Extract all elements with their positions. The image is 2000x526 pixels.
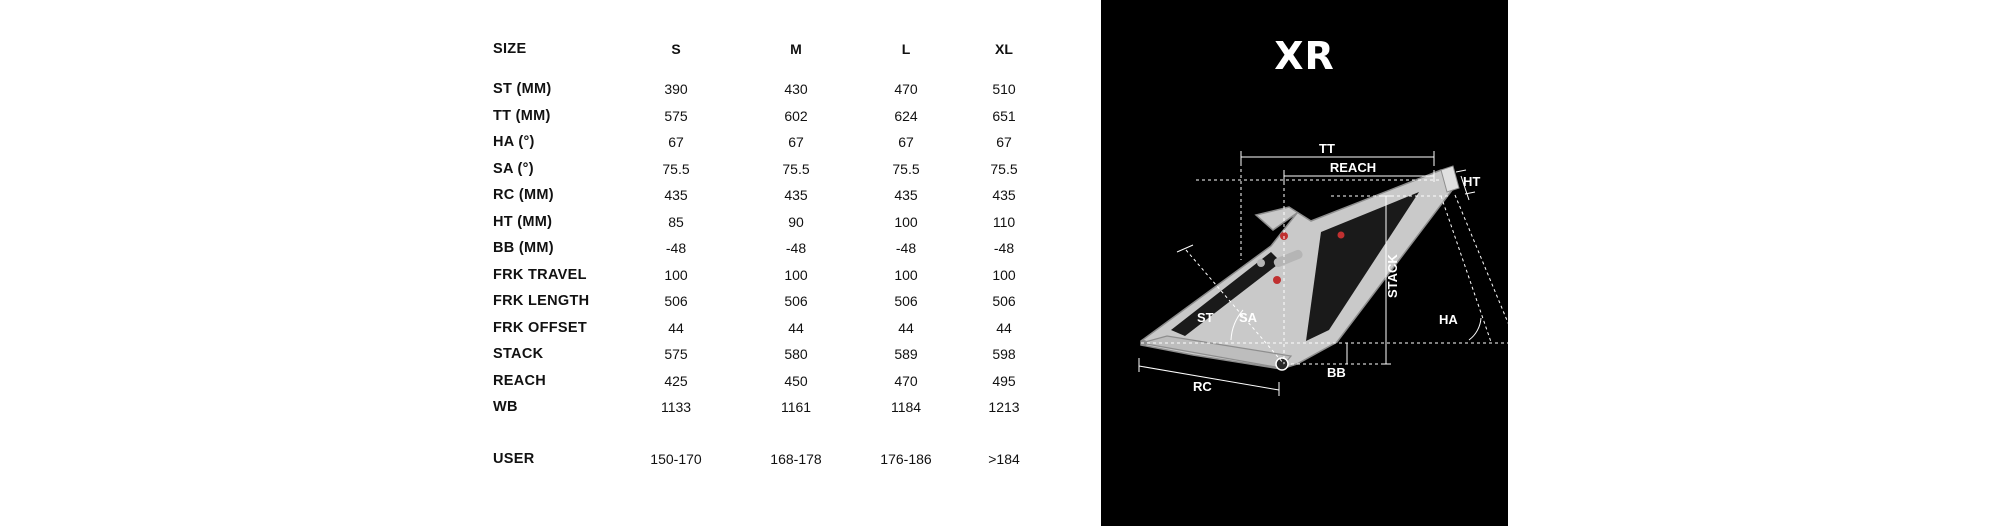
table-row xyxy=(0,368,1100,394)
tt-label: TT xyxy=(1319,141,1335,156)
header-row xyxy=(0,36,1100,62)
cell-value: 75.5 xyxy=(662,160,690,177)
table-row xyxy=(0,288,1100,314)
cell-value: 1161 xyxy=(780,399,812,415)
table-row xyxy=(0,262,1100,288)
table-row xyxy=(0,209,1100,235)
cell-value: 651 xyxy=(992,107,1016,124)
user-row xyxy=(0,446,1100,472)
cell-value: 450 xyxy=(784,372,808,389)
table-row xyxy=(0,103,1100,129)
cell-value: 390 xyxy=(664,81,688,97)
rc-label: RC xyxy=(1193,379,1212,394)
cell-value: 470 xyxy=(894,372,918,389)
cell-value: 506 xyxy=(664,293,688,309)
sa-label: SA xyxy=(1239,310,1258,325)
cell-value: 44 xyxy=(996,319,1012,336)
row-label: WB xyxy=(493,399,518,415)
cell-value: -48 xyxy=(665,240,687,256)
cell-value: 100 xyxy=(664,266,688,283)
bike-frame xyxy=(1141,166,1459,370)
table-row xyxy=(0,315,1100,341)
user-range-s: 150-170 xyxy=(650,451,702,467)
row-label: ST (MM) xyxy=(493,81,552,97)
cell-value: 1213 xyxy=(988,399,1020,415)
cell-value: 435 xyxy=(992,187,1016,203)
cell-value: 75.5 xyxy=(782,160,810,177)
size-l-header: L xyxy=(901,41,911,57)
user-range-l: 176-186 xyxy=(880,451,932,467)
cell-value: 1184 xyxy=(890,399,922,415)
cell-value: 67 xyxy=(996,134,1012,150)
stack-label: STACK xyxy=(1385,254,1400,298)
cell-value: 495 xyxy=(992,372,1016,389)
bb-label: BB xyxy=(1327,365,1346,380)
cell-value: 425 xyxy=(664,372,688,389)
cell-value: 1133 xyxy=(660,399,692,415)
size-m-header: M xyxy=(790,41,802,57)
cell-value: 100 xyxy=(894,213,918,230)
cell-value: 602 xyxy=(784,107,808,124)
row-label: FRK TRAVEL xyxy=(493,266,587,283)
row-label: FRK OFFSET xyxy=(493,319,588,336)
cell-value: 110 xyxy=(992,213,1016,230)
geometry-panel xyxy=(1101,0,1508,526)
cell-value: 598 xyxy=(992,346,1016,362)
cell-value: 624 xyxy=(894,107,918,124)
st-label: ST xyxy=(1197,310,1214,325)
model-name: XR xyxy=(1274,34,1335,78)
cell-value: 435 xyxy=(784,187,808,203)
cell-value: 510 xyxy=(992,81,1016,97)
cell-value: 44 xyxy=(668,319,684,336)
row-label: RC (MM) xyxy=(493,187,554,203)
cell-value: 470 xyxy=(894,81,918,97)
cell-value: -48 xyxy=(785,240,807,256)
cell-value: 67 xyxy=(898,134,914,150)
table-row xyxy=(0,182,1100,208)
size-header: SIZE xyxy=(493,41,527,57)
cell-value: 67 xyxy=(788,134,804,150)
user-range-m: 168-178 xyxy=(770,451,822,467)
frame-geometry-diagram xyxy=(1101,0,1508,526)
row-label: TT (MM) xyxy=(493,107,551,124)
cell-value: 580 xyxy=(784,346,808,362)
cell-value: 100 xyxy=(784,266,808,283)
cell-value: 589 xyxy=(894,346,918,362)
ha-label: HA xyxy=(1439,312,1458,327)
reach-label: REACH xyxy=(1329,160,1377,175)
cell-value: 75.5 xyxy=(990,160,1018,177)
cell-value: 75.5 xyxy=(892,160,920,177)
cell-value: 100 xyxy=(992,266,1016,283)
row-label: REACH xyxy=(493,372,547,389)
user-label: USER xyxy=(493,451,535,467)
row-label: BB (MM) xyxy=(493,240,554,256)
cell-value: 506 xyxy=(784,293,808,309)
cell-value: 85 xyxy=(668,213,684,230)
table-row xyxy=(0,394,1100,420)
size-s-header: S xyxy=(671,41,681,57)
cell-value: 67 xyxy=(668,134,684,150)
table-row xyxy=(0,235,1100,261)
user-range-xl: >184 xyxy=(988,451,1020,467)
row-label: FRK LENGTH xyxy=(493,293,590,309)
row-label: SA (°) xyxy=(493,160,534,177)
cell-value: -48 xyxy=(895,240,917,256)
cell-value: -48 xyxy=(993,240,1015,256)
table-row xyxy=(0,156,1100,182)
table-row xyxy=(0,341,1100,367)
row-label: HT (MM) xyxy=(493,213,553,230)
cell-value: 575 xyxy=(664,107,688,124)
cell-value: 435 xyxy=(664,187,688,203)
cell-value: 44 xyxy=(898,319,914,336)
row-label: HA (°) xyxy=(493,134,535,150)
size-xl-header: XL xyxy=(995,41,1013,57)
row-label: STACK xyxy=(493,346,544,362)
cell-value: 506 xyxy=(992,293,1016,309)
cell-value: 44 xyxy=(788,319,804,336)
table-row xyxy=(0,76,1100,102)
cell-value: 90 xyxy=(788,213,804,230)
ht-label: HT xyxy=(1463,174,1481,189)
bottom-bracket xyxy=(1276,358,1288,370)
table-row xyxy=(0,129,1100,155)
cell-value: 575 xyxy=(664,346,688,362)
cell-value: 430 xyxy=(784,81,808,97)
cell-value: 435 xyxy=(894,187,918,203)
cell-value: 506 xyxy=(894,293,918,309)
cell-value: 100 xyxy=(894,266,918,283)
